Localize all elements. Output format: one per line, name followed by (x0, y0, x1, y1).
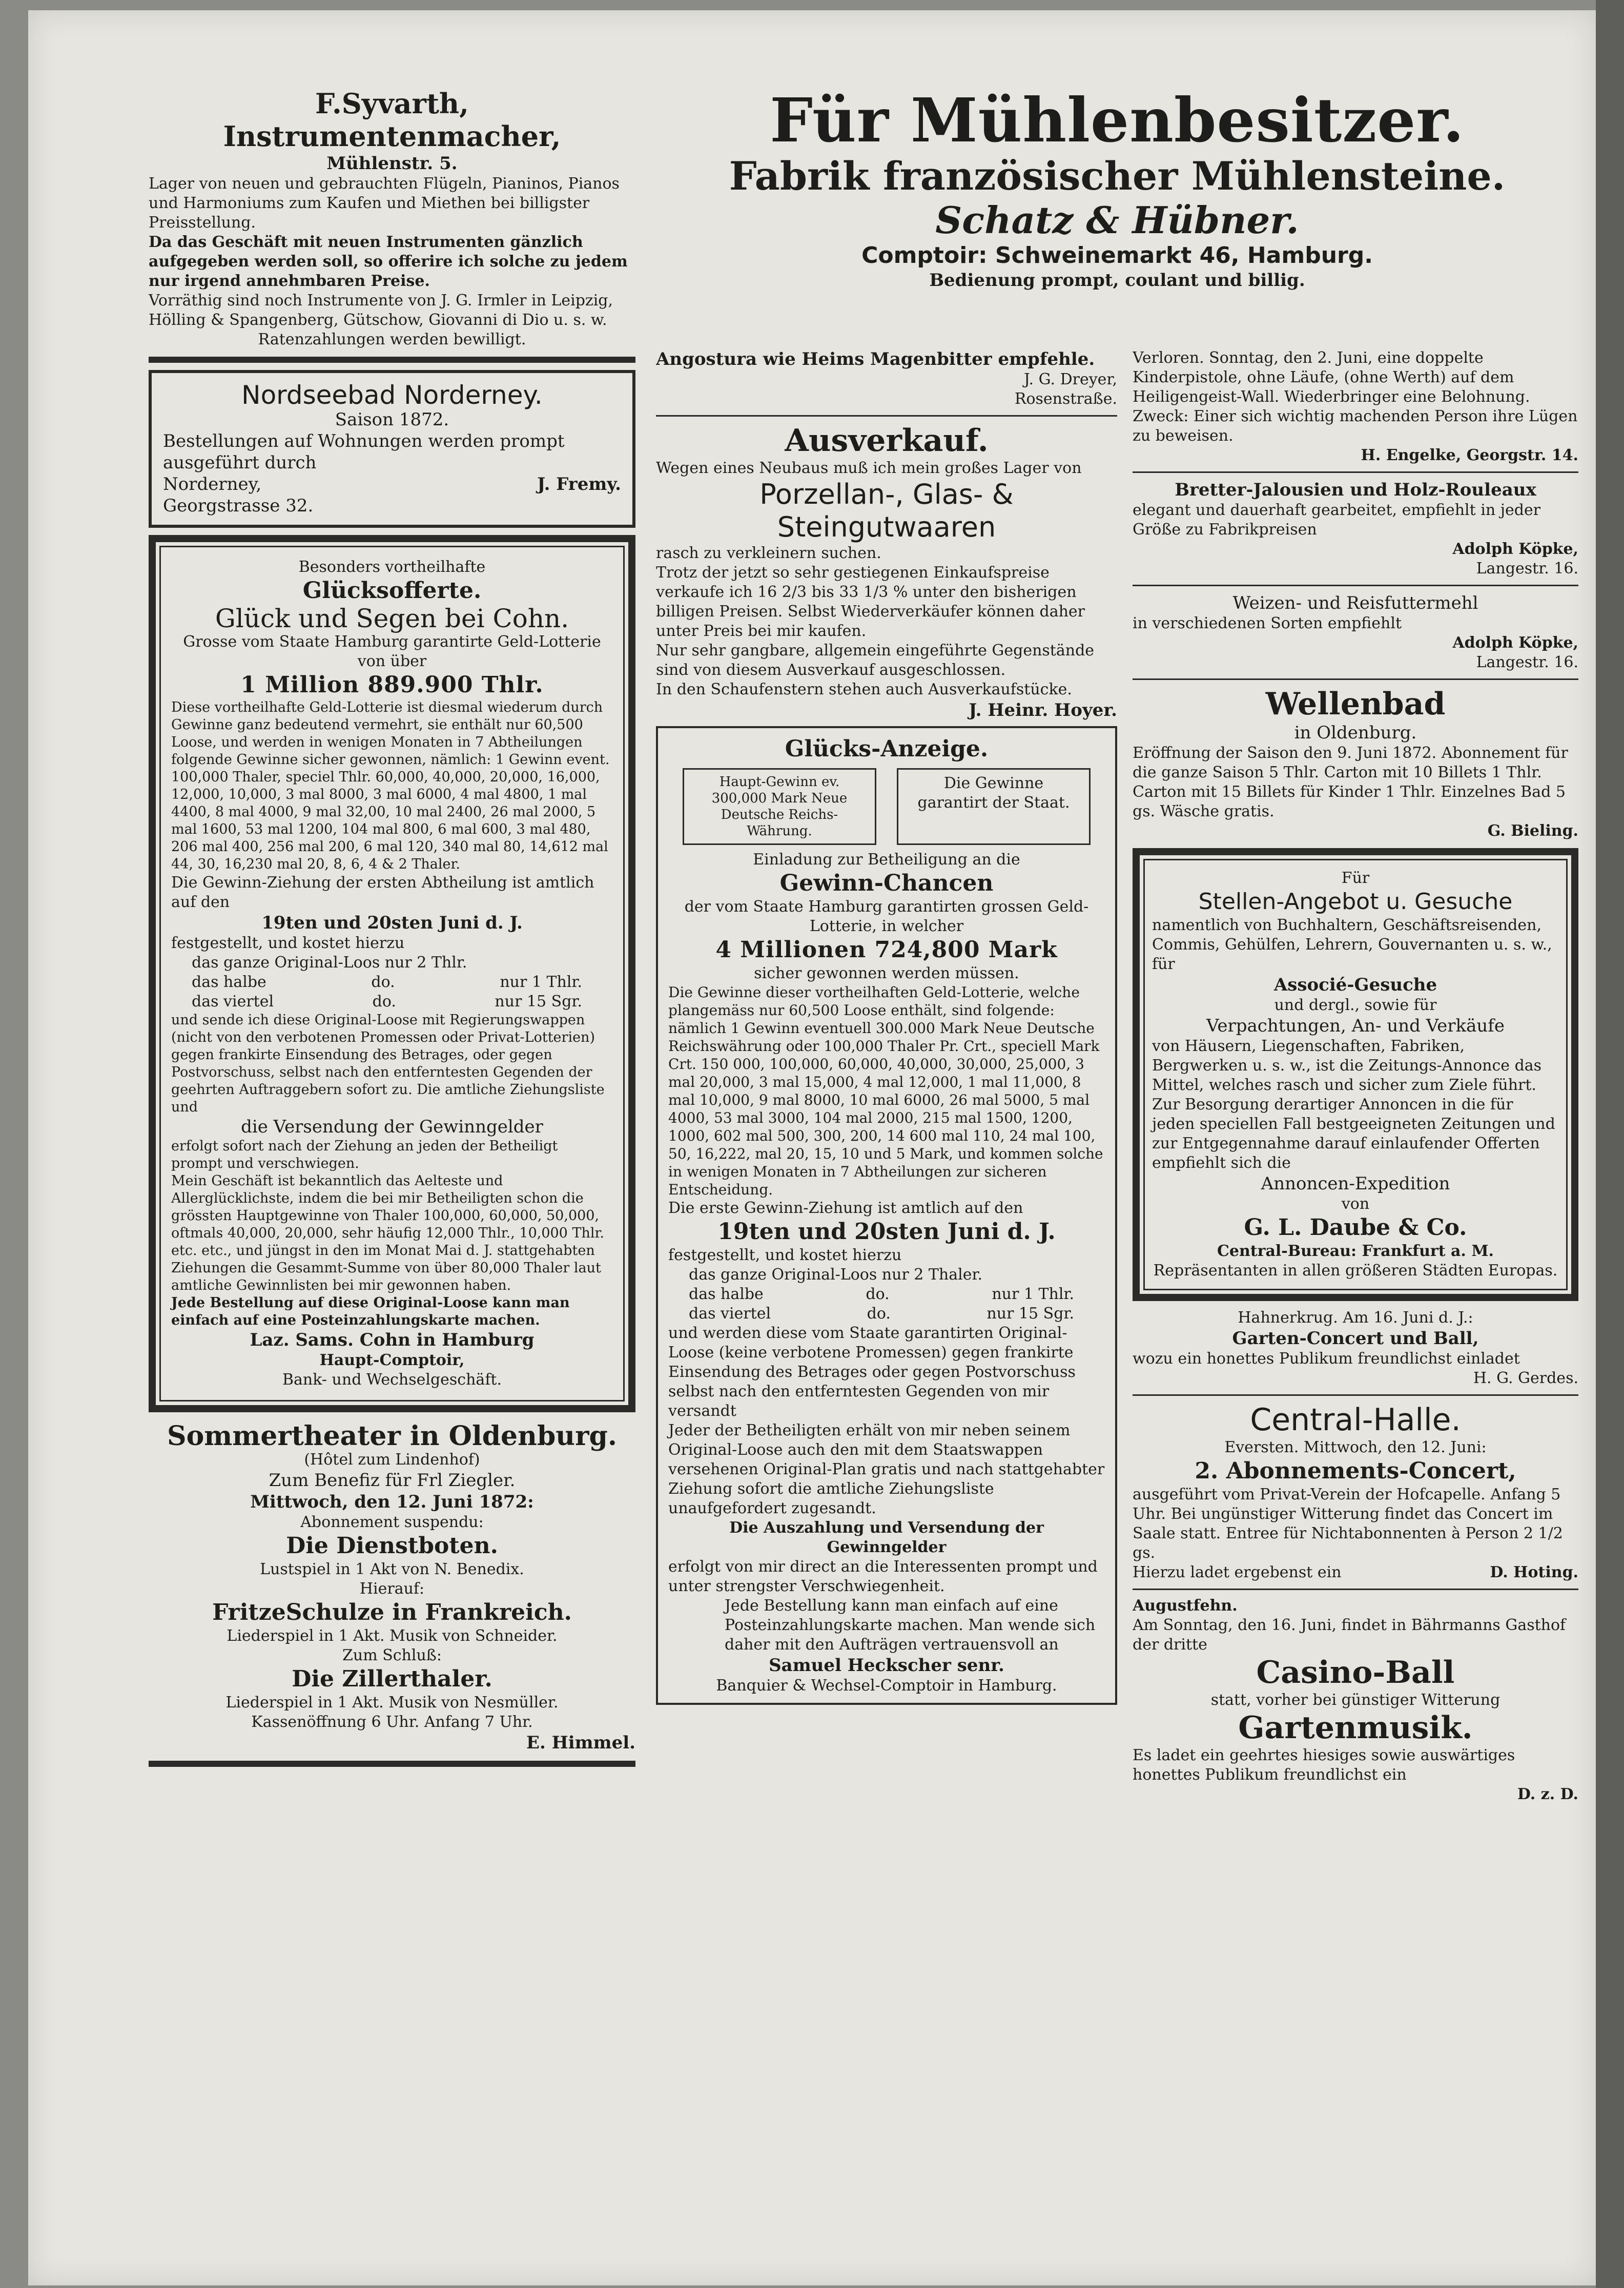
cohn-pre: Besonders vortheilhafte (298, 558, 486, 576)
theater-play1: Die Dienstboten. (286, 1533, 498, 1559)
column-3 (1133, 348, 1578, 1804)
weizen-sig: Adolph Köpke, (1452, 634, 1578, 652)
hahnerkrug-head: Hahnerkrug. Am 16. Juni d. J.: (1238, 1309, 1473, 1327)
daube-p1: namentlich von Buchhaltern, Geschäftsreisenden, Commis, Gehülfen, Lehrern, Gouvernanten u. s. w., für (1152, 916, 1552, 973)
theater-play3: Die Zillerthaler. (292, 1666, 492, 1692)
cohn-l3a: das viertel (192, 993, 274, 1011)
central-event: 2. Abonnements-Concert, (1195, 1458, 1516, 1484)
gluecks-p4: Die erste Gewinn-Ziehung ist amtlich auf den (668, 1199, 1023, 1217)
ausverkauf-ad (656, 423, 1117, 721)
syvarth-head: F.Syvarth, Instrumentenmacher, (223, 87, 561, 153)
muehlenbesitzer-ad (656, 87, 1578, 291)
norderney-place: Norderney, (163, 474, 262, 494)
cohn-p7: Mein Geschäft ist bekanntlich das Aelteste und Allerglücklichste, indem die bei mir Betheiligten schon die grössten Hauptgewinne von Thaler 100,000, 60,000, 50,000, oftmals 40,000, 20,000, sehr häufig 12,000 Thlr., 10,000 Thlr. etc. etc., und jüngst in den im Monat Mai d. J. stattgehabten Ziehungen die Gesammt-Summe von über 80,000 Thaler laut amtliche Gewinnlisten bei mir gewonnen haben. (171, 1173, 605, 1293)
divider (1133, 678, 1578, 680)
banner-firm: Schatz & Hübner. (935, 198, 1299, 242)
cohn-p3: festgestellt, und kostet hierzu (171, 934, 405, 952)
cohn-title: Glück und Segen bei Cohn. (215, 604, 569, 633)
gluecks-p8: Die Auszahlung und Versendung der Gewinngelder (729, 1519, 1044, 1556)
gluecks-p3: Die Gewinne dieser vortheilhaften Geld-Lotterie, welche plangemäss nur 60,500 Loose enthält, sind folgende: nämlich 1 Gewinn eventuell 300.000 Mark Neue Deutsche Reichswährung oder 100,000 Thaler Pr. Crt., speciell Mark Crt. 150 000, 100,000, 60,000, 40,000, 30,000, 25,000, 3 mal 20,000, 3 mal 15,000, 4 mal 12,000, 1 mal 11,000, 8 mal 10,000, 9 mal 8000, 10 mal 6000, 26 mal 5000, 5 mal 4000, 53 mal 3000, 104 mal 2000, 215 mal 1500, 1200, 1000, 602 mal 500, 300, 200, 14 600 mal 110, 24 mal 100, 50, 16,222, mal 20, 15, 10 und 5 Mark, und kommen solche in wenigen Monaten in 7 Abtheilungen zur sicheren Entscheidung. (668, 984, 1103, 1198)
cohn-sig2: Haupt-Comptoir, (319, 1351, 465, 1369)
hahnerkrug-sig: H. G. Gerdes. (1473, 1369, 1578, 1387)
ausverkauf-sig: J. Heinr. Hoyer. (969, 700, 1117, 720)
hahnerkrug-text: wozu ein honettes Publikum freundlichst einladet (1133, 1350, 1520, 1368)
theater-benefit: Zum Benefiz für Frl Ziegler. (269, 1470, 516, 1491)
gluecks-l3a: das viertel (689, 1305, 771, 1323)
daube-firm: G. L. Daube & Co. (1244, 1214, 1467, 1241)
cohn-sub: Grosse vom Staate Hamburg garantirte Geld-Lotterie von über (183, 633, 601, 670)
divider (149, 357, 635, 363)
divider (1133, 1589, 1578, 1590)
scan-edge (1596, 0, 1624, 2288)
weizen-title: Weizen- und Reisfuttermehl (1232, 593, 1478, 613)
theater-ad (149, 1420, 635, 1754)
theater-play3d: Liederspiel in 1 Akt. Musik von Nesmüller. (225, 1694, 559, 1712)
bretter-ad (1133, 479, 1578, 579)
theater-schluss: Zum Schluß: (342, 1646, 442, 1664)
gluecks-l3b: do. (867, 1305, 891, 1323)
wellenbad-title: Wellenbad (1265, 686, 1446, 722)
ausverkauf-goods: Porzellan-, Glas- & Steingutwaaren (759, 478, 1014, 543)
daube-von: von (1341, 1195, 1370, 1213)
bretter-sig: Adolph Köpke, (1452, 540, 1578, 558)
ausverkauf-p3: Nur sehr gangbare, allgemein eingeführte Gegenstände sind von diesem Ausverkauf ausgeschlossen. (656, 642, 1095, 679)
angostura-sig: J. G. Dreyer, (1023, 370, 1117, 388)
ausverkauf-intro: Wegen eines Neubaus muß ich mein großes Lager von (656, 459, 1082, 477)
syvarth-ad (149, 87, 635, 349)
daube-title: Stellen-Angebot u. Gesuche (1198, 889, 1513, 915)
syvarth-body4: Ratenzahlungen werden bewilligt. (258, 331, 526, 348)
gluecks-invite: Einladung zur Betheiligung an die (753, 851, 1020, 869)
column-2 (656, 348, 1117, 1710)
wellenbad-sig: G. Bieling. (1487, 822, 1578, 840)
cohn-l2a: das halbe (192, 973, 266, 991)
syvarth-body: Lager von neuen und gebrauchten Flügeln, Pianinos, Pianos und Harmoniums zum Kaufen und Miethen bei billigster Preisstellung. (149, 175, 620, 232)
theater-date: Mittwoch, den 12. Juni 1872: (250, 1492, 534, 1512)
gluecks-p2: sicher gewonnen werden müssen. (754, 964, 1019, 982)
daube-p2: und dergl., sowie für (1274, 996, 1437, 1014)
gluecks-l1: das ganze Original-Loos nur 2 Thaler. (689, 1266, 983, 1284)
ausverkauf-p4: In den Schaufenstern stehen auch Ausverkaufstücke. (656, 681, 1072, 698)
daube-exp: Annoncen-Expedition (1261, 1173, 1450, 1194)
theater-hierauf: Hierauf: (359, 1580, 425, 1598)
banner-subtitle: Fabrik französischer Mühlensteine. (729, 153, 1506, 199)
wellenbad-text: Eröffnung der Saison den 9. Juni 1872. Abonnement für die ganze Saison 5 Thlr. Carton mit 10 Billets 1 Thlr. Carton mit 15 Billets für Kinder 1 Thlr. Einzelnes Bad 5 gs. Wäsche gratis. (1133, 744, 1568, 820)
banner-title: Für Mühlenbesitzer. (770, 85, 1465, 156)
augustfehn-head: Augustfehn. (1133, 1597, 1238, 1615)
gluecks-l2c: nur 1 Thlr. (992, 1285, 1074, 1303)
central-title: Central-Halle. (1250, 1402, 1461, 1438)
ausverkauf-title: Ausverkauf. (785, 423, 989, 459)
daube-ad (1133, 848, 1578, 1301)
augustfehn-text: Am Sonntag, den 16. Juni, findet in Bährmanns Gasthof der dritte (1133, 1616, 1566, 1654)
cohn-l2b: do. (371, 973, 395, 991)
theater-loc: (Hôtel zum Lindenhof) (304, 1451, 480, 1469)
bretter-sig2: Langestr. 16. (1476, 560, 1578, 578)
gluecks-million: 4 Millionen 724,800 Mark (715, 937, 1058, 963)
cohn-p1: Diese vortheilhafte Geld-Lotterie ist diesmal wiederum durch Gewinne ganz bedeutend vermehrt, sie enthält nur 60,500 Loose, und werden in wenigen Monaten in 7 Abtheilungen folgende Gewinne sicher gewonnen, nämlich: 1 Gewinn event. 100,000 Thaler, speciel Thlr. 60,000, 40,000, 20,000, 16,000, 12,000, 10,000, 3 mal 8000, 3 mal 6000, 4 mal 4800, 1 mal 4400, 8 mal 4000, 9 mal 32,00, 10 mal 2400, 26 mal 2000, 5 mal 1600, 53 mal 1200, 104 mal 800, 6 mal 600, 3 mal 480, 206 mal 400, 256 mal 200, 6 mal 120, 340 mal 80, 14,612 mal 44, 30, 16,230 mal 20, 8, 6, 4 & 2 Thaler. (171, 699, 610, 872)
cohn-l2c: nur 1 Thlr. (500, 973, 582, 991)
divider (1133, 585, 1578, 586)
central-text: ausgeführt vom Privat-Verein der Hofcapelle. Anfang 5 Uhr. Bei ungünstiger Witterung findet das Concert im Saale statt. Entree für Nichtabonnenten à Person 2 1/2 gs. (1133, 1486, 1563, 1562)
cohn-offer: Glücksofferte. (302, 578, 482, 604)
central-halle-ad (1133, 1402, 1578, 1582)
daube-p3: von Häusern, Liegenschaften, Fabriken, Bergwerken u. s. w., ist die Zeitungs-Annonce das Mittel, welches rasch und sicher zum Ziele führt. (1152, 1037, 1542, 1094)
augustfehn-ad (1133, 1596, 1578, 1804)
cohn-p2: Die Gewinn-Ziehung der ersten Abtheilung ist amtlich auf den (171, 874, 594, 911)
wellenbad-sub: in Oldenburg. (1294, 723, 1417, 743)
central-text2: Hierzu ladet ergebenst ein (1133, 1563, 1342, 1581)
syvarth-body2: Da das Geschäft mit neuen Instrumenten gänzlich aufgegeben werden soll, so offerire ich solche zu jedem nur irgend annehmbaren Preise. (149, 233, 628, 290)
divider (1133, 1394, 1578, 1396)
norderney-text: Bestellungen auf Wohnungen werden prompt ausgeführt durch (163, 431, 565, 473)
hahnerkrug-ad (1133, 1308, 1578, 1388)
hahnerkrug-event: Garten-Concert und Ball, (1232, 1328, 1479, 1349)
ausverkauf-p1: rasch zu verkleinern suchen. (656, 544, 881, 562)
bretter-text: elegant und dauerhaft gearbeitet, empfiehlt in jeder Größe zu Fabrikpreisen (1133, 501, 1541, 539)
gluecks-l3c: nur 15 Sgr. (986, 1305, 1074, 1323)
cohn-p8: Jede Bestellung auf diese Original-Loose kann man einfach auf eine Posteinzahlungskarte machen. (171, 1295, 570, 1328)
gluecks-box1: Haupt-Gewinn ev. 300,000 Mark Neue Deutsche Reichs-Währung. (683, 768, 876, 845)
gluecks-sig2: Banquier & Wechsel-Comptoir in Hamburg. (716, 1677, 1057, 1695)
augustfehn-music: Gartenmusik. (1238, 1710, 1473, 1746)
divider (656, 415, 1117, 417)
gluecks-sig: Samuel Heckscher senr. (769, 1655, 1004, 1676)
weizen-sig2: Langestr. 16. (1476, 653, 1578, 671)
angostura-text: Angostura wie Heims Magenbitter empfehle. (656, 349, 1095, 369)
gluecks-p7: Jeder der Betheiligten erhält von mir neben seinem Original-Loose auch den mit dem Staatswappen versehenen Original-Plan gratis und nach stattgehabter Ziehung sofort die amtliche Ziehungsliste unaufgefordert zugesandt. (668, 1421, 1105, 1517)
cohn-sig3: Bank- und Wechselgeschäft. (282, 1371, 502, 1389)
column-1 (149, 87, 635, 1774)
gluecks-l2a: das halbe (689, 1285, 764, 1303)
cohn-sig: Laz. Sams. Cohn in Hamburg (250, 1330, 535, 1350)
gluecks-box2: Die Gewinne garantirt der Staat. (897, 768, 1091, 845)
cohn-l1: das ganze Original-Loos nur 2 Thlr. (192, 954, 467, 972)
angostura-sig2: Rosenstraße. (1014, 390, 1117, 408)
augustfehn-sig: D. z. D. (1517, 1785, 1578, 1803)
gluecks-p1: der vom Staate Hamburg garantirten grossen Geld-Lotterie, in welcher (684, 898, 1089, 935)
banner-service: Bedienung prompt, coulant und billig. (929, 270, 1305, 291)
cohn-p6: erfolgt sofort nach der Ziehung an jeden der Betheiligt prompt und verschwiegen. (171, 1138, 558, 1171)
norderney-season: Saison 1872. (335, 409, 449, 430)
cohn-p5: die Versendung der Gewinngelder (241, 1117, 543, 1137)
gluecks-title: Glücks-Anzeige. (785, 736, 989, 762)
cohn-ad (149, 535, 635, 1412)
theater-abo: Abonnement suspendu: (300, 1513, 484, 1531)
theater-title: Sommertheater in Oldenburg. (167, 1420, 617, 1452)
weizen-ad (1133, 592, 1578, 672)
gluecks-l2b: do. (866, 1285, 890, 1303)
gluecks-p10: Jede Bestellung kann man einfach auf eine Posteinzahlungskarte machen. Man wende sich daher mit den Aufträgen vertrauensvoll an (725, 1597, 1096, 1654)
augustfehn-text3: Es ladet ein geehrtes hiesiges sowie auswärtiges honettes Publikum freundlichst ein (1133, 1746, 1515, 1784)
central-sig: D. Hoting. (1490, 1563, 1578, 1581)
banner-comptoir: Comptoir: Schweinemarkt 46, Hamburg. (861, 242, 1373, 269)
theater-play2: FritzeSchulze in Frankreich. (212, 1599, 572, 1625)
daube-verp: Verpachtungen, An- und Verkäufe (1206, 1016, 1505, 1036)
daube-assoc: Associé-Gesuche (1273, 975, 1437, 995)
gluecks-ad (656, 726, 1117, 1705)
augustfehn-text2: statt, vorher bei günstiger Witterung (1210, 1691, 1500, 1709)
divider (149, 1761, 635, 1767)
syvarth-body3: Vorräthig sind noch Instrumente von J. G. Irmler in Leipzig, Hölling & Spangenberg, Gütschow, Giovanni di Dio u. s. w. (149, 292, 613, 329)
norderney-title: Nordseebad Norderney. (241, 380, 543, 410)
daube-p4: Zur Besorgung derartiger Annoncen in die für jeden speciellen Fall bestgeeigneten Zeitungen und zur Entgegennahme darauf einlaufender Offerten empfiehlt sich die (1152, 1096, 1555, 1172)
gluecks-chancen: Gewinn-Chancen (779, 870, 994, 896)
verloren-sig: H. Engelke, Georgstr. 14. (1361, 446, 1578, 464)
cohn-date: 19ten und 20sten Juni d. J. (261, 913, 523, 933)
norderney-addr: Georgstrasse 32. (163, 496, 314, 516)
theater-sig: E. Himmel. (526, 1733, 635, 1753)
theater-times: Kassenöffnung 6 Uhr. Anfang 7 Uhr. (251, 1713, 533, 1731)
cohn-million: 1 Million 889.900 Thlr. (240, 672, 544, 698)
augustfehn-ball: Casino-Ball (1256, 1655, 1455, 1691)
angostura-ad (656, 348, 1117, 409)
daube-central: Central-Bureau: Frankfurt a. M. (1217, 1242, 1494, 1260)
gluecks-p9: erfolgt von mir direct an die Interessenten prompt und unter strengster Verschwiegenheit. (668, 1558, 1098, 1595)
gluecks-date: 19ten und 20sten Juni d. J. (717, 1219, 1056, 1245)
syvarth-street: Mühlenstr. 5. (326, 153, 458, 174)
cohn-l3c: nur 15 Sgr. (495, 993, 582, 1011)
weizen-text: in verschiedenen Sorten empfiehlt (1133, 614, 1402, 632)
norderney-name: J. Fremy. (537, 474, 621, 494)
cohn-p4: und sende ich diese Original-Loose mit Regierungswappen (nicht von den verbotenen Promessen oder Privat-Lotterien) gegen frankirte Einsendung des Betrages, oder gegen Postvorschuss, selbst nach den entferntesten Gegenden der geehrten Auftraggebern sofort zu. Die amtliche Ziehungsliste und (171, 1012, 605, 1115)
divider (1133, 471, 1578, 473)
wellenbad-ad (1133, 686, 1578, 841)
gluecks-p5: festgestellt, und kostet hierzu (668, 1246, 902, 1264)
verloren-text: Verloren. Sonntag, den 2. Juni, eine doppelte Kinderpistole, ohne Läufe, (ohne Werth) auf dem Heiligengeist-Wall. Wiederbringer eine Belohnung. Zweck: Einer sich wichtig machenden Person ihre Lügen zu beweisen. (1133, 349, 1578, 445)
cohn-l3b: do. (372, 993, 396, 1011)
norderney-ad (149, 370, 635, 528)
central-head: Eversten. Mittwoch, den 12. Juni: (1224, 1438, 1487, 1456)
bretter-title: Bretter-Jalousien und Holz-Rouleaux (1175, 480, 1536, 500)
ausverkauf-p2: Trotz der jetzt so sehr gestiegenen Einkaufspreise verkaufe ich 16 2/3 bis 33 1/3 % unter den bisherigen billigen Preisen. Selbst Wiederverkäufer können daher unter Preis bei mir kaufen. (656, 564, 1085, 640)
theater-play1d: Lustspiel in 1 Akt von N. Benedix. (260, 1560, 524, 1578)
daube-fuer: Für (1341, 869, 1370, 887)
gluecks-p6: und werden diese vom Staate garantirten Original-Loose (keine verbotene Promessen) gegen frankirte Einsendung des Betrages oder gegen Postvorschuss selbst nach den entferntesten Gegenden von mir versandt (668, 1324, 1076, 1420)
theater-play2d: Liederspiel in 1 Akt. Musik von Schneider. (227, 1627, 558, 1645)
daube-rep: Repräsentanten in allen größeren Städten Europas. (1153, 1262, 1558, 1280)
